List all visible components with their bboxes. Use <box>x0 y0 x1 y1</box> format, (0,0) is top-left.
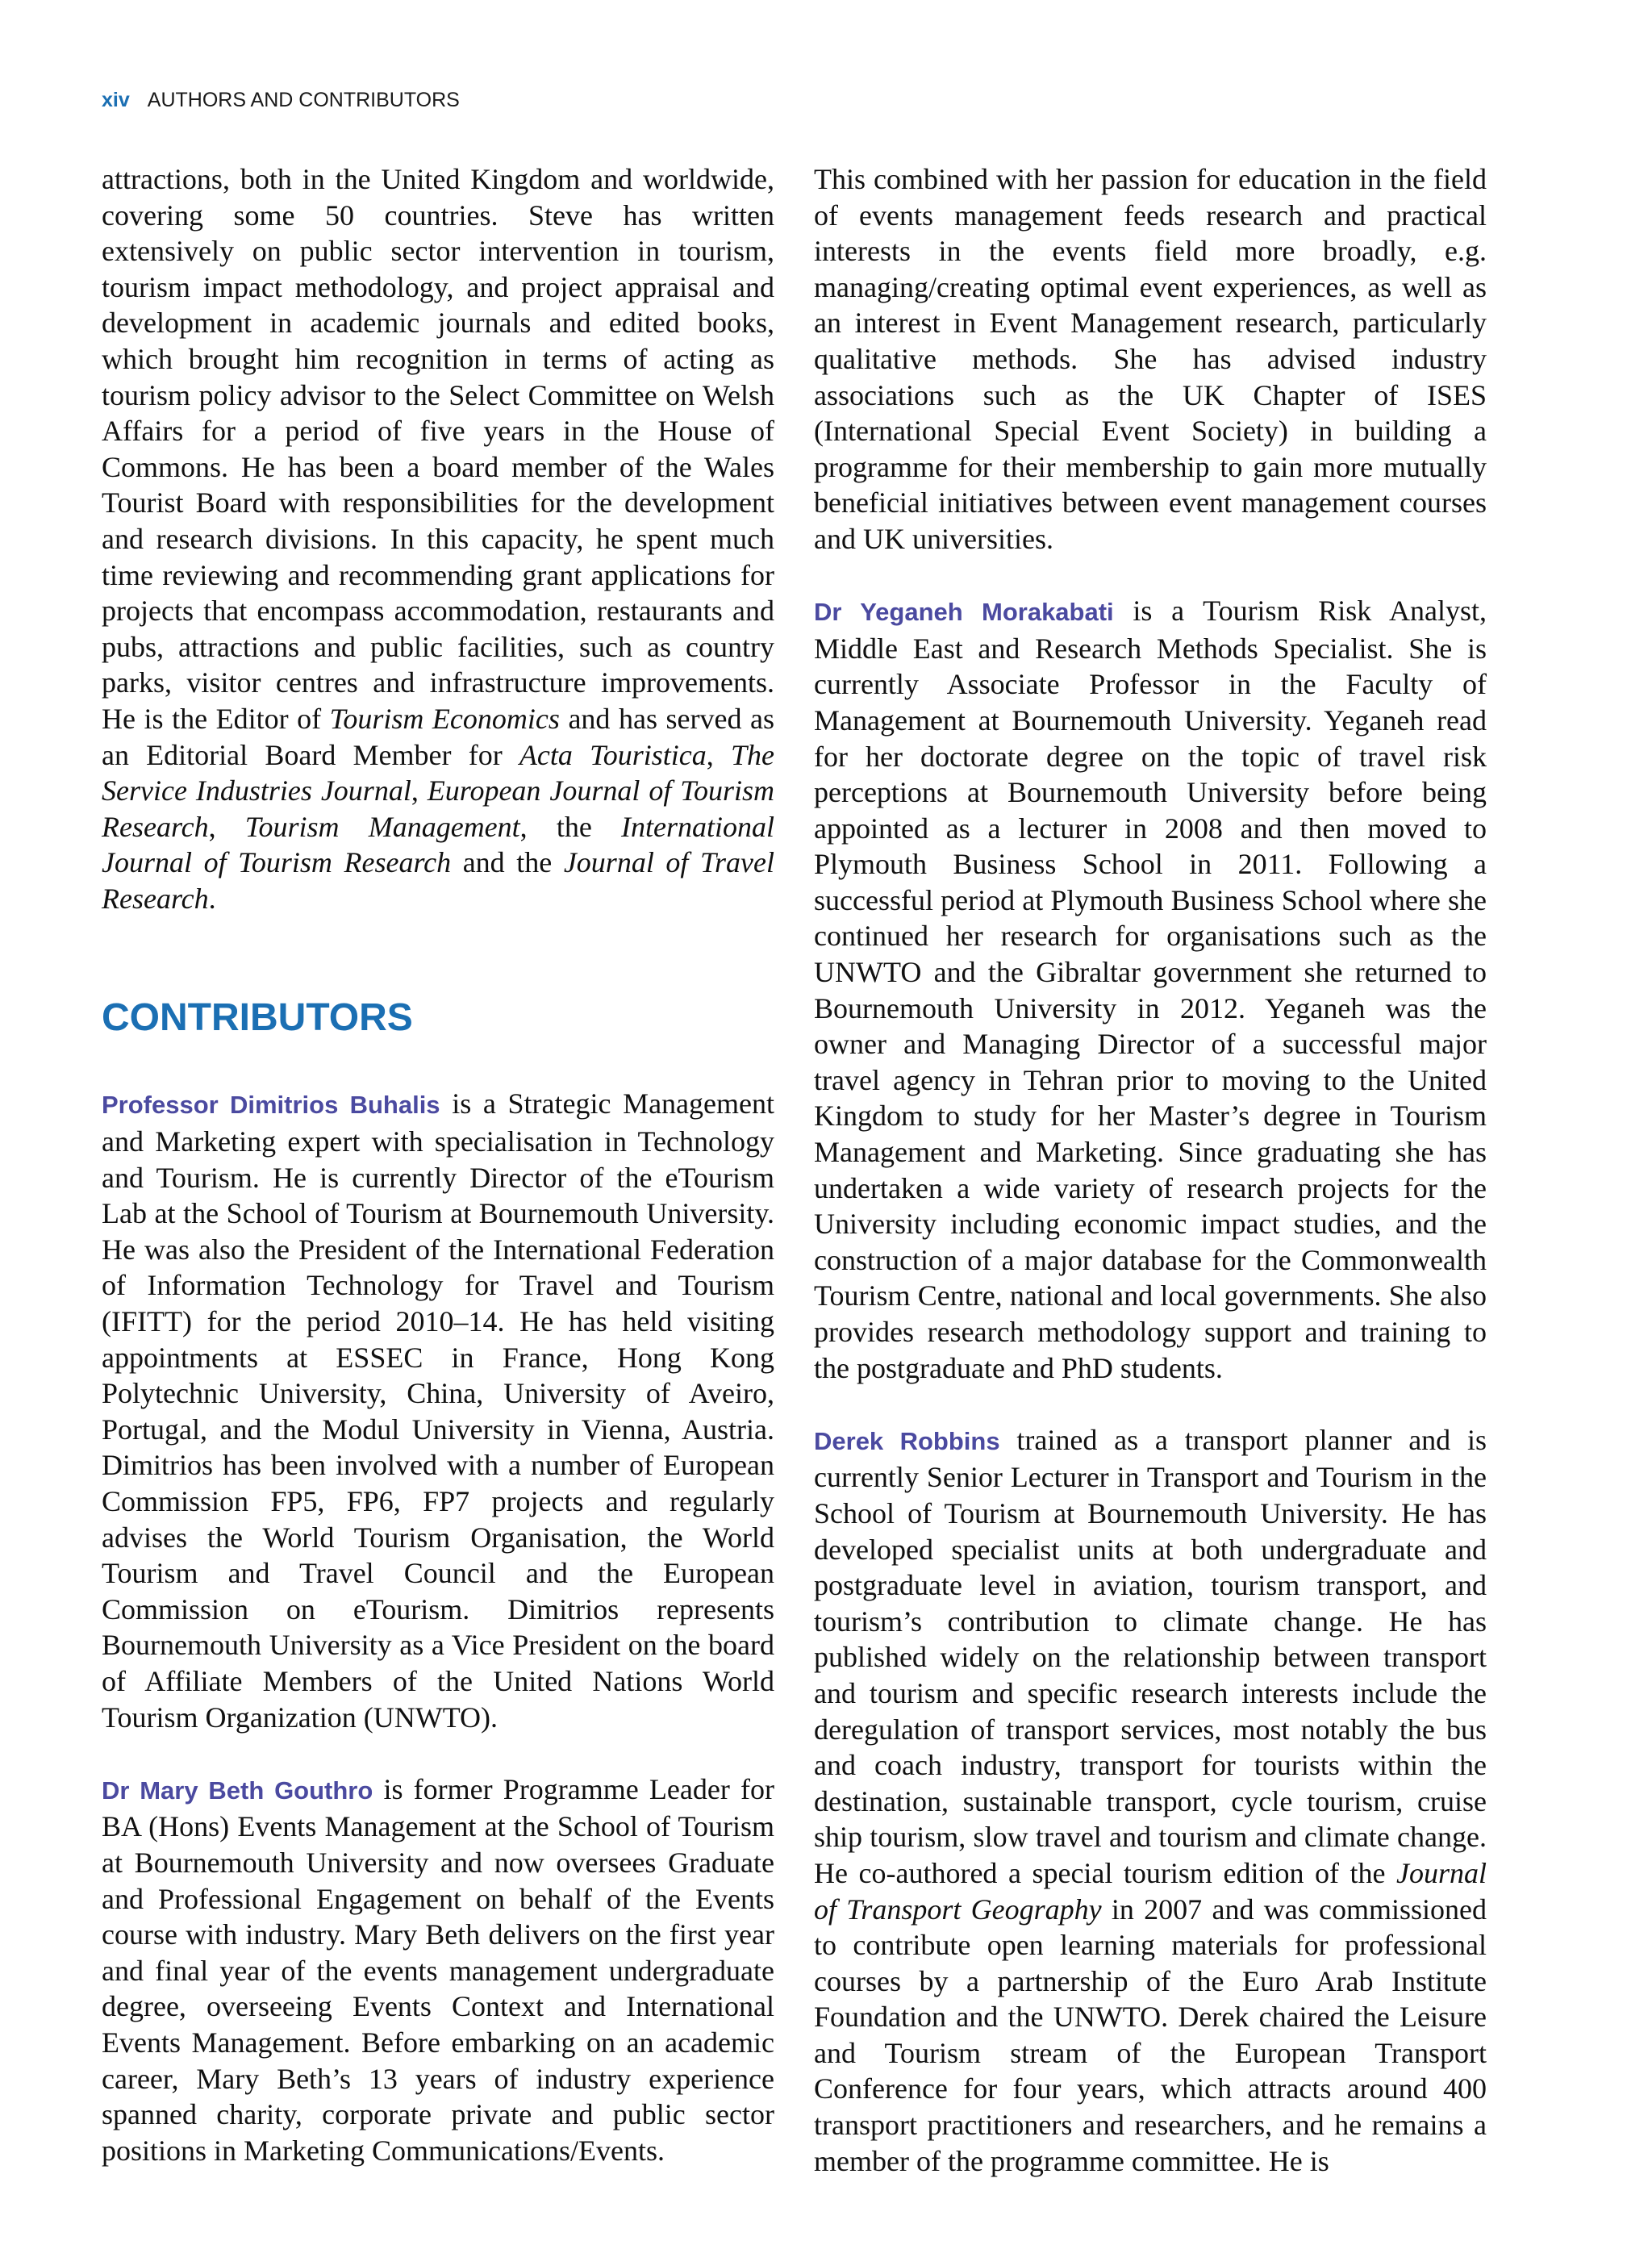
journal-title: European Journal of Tourism Research <box>102 774 775 843</box>
section-heading-contributors: CONTRIBUTORS <box>102 996 413 1040</box>
journal-title: The Service Industries Journal <box>102 738 775 807</box>
journal-title: International Journal of Tourism Research <box>102 810 775 879</box>
journal-title: Tourism Management <box>244 810 520 843</box>
journal-title: Journal of Travel Research <box>102 846 774 915</box>
contributor-name: Derek Robbins <box>814 1426 1000 1455</box>
author-bio-continued: attractions, both in the United Kingdom and worldwide, covering some 50 countries. Steve has written extensively on public sector intervention in tourism, tourism impact methodology, and project appraisal and development in academic journals and edited books, which brought him recognition in terms of acting as tourism policy advisor to the Select Committee on Welsh Affairs for a period of five years in the House of Commons. He has been a board member of the Wales Tourist Board with responsibilities for the development and research divisions. In this capacity, he spent much time reviewing and recommending grant applications for projects that encompass accommodation, restaurants and pubs, attractions and public facilities, such as country parks, visitor centres and infrastructure improvements. He is the Editor of Tourism Economics and has served as an Editorial Board Member for Acta Touristica, The Service Industries Journal, European Journal of Tourism Research, Tourism Management, the International Journal of Tourism Research and the Journal of Travel Research. <box>102 163 775 915</box>
left-column <box>102 161 774 2168</box>
contributor-name: Dr Yeganeh Morakabati <box>814 598 1114 627</box>
contributor-bio-morakabati: Dr Yeganeh Morakabati is a Tourism Risk Analyst, Middle East and Research Methods Specialist. She is currently Associate Professor in the Faculty of Management at Bournemouth University. Yeganeh read for her doctorate degree on the topic of travel risk perceptions at Bournemouth University before being appointed as a lecturer in 2008 and then moved to Plymouth Business School in 2011. Following a successful period at Plymouth Business School where she continued her research for organisations such as the UNWTO and the Gibraltar government she returned to Bournemouth University in 2012. Yeganeh was the owner and Managing Director of a successful major travel agency in Tehran prior to moving to the United Kingdom to study for her Master’s degree in Tourism Management and Marketing. Since graduating she has undertaken a wide variety of research projects for the University including economic impact studies, and the construction of a major database for the Commonwealth Tourism Centre, national and local governments. She also provides research methodology support and training to the postgraduate and PhD students. <box>814 595 1487 1384</box>
journal-title: Tourism Economics <box>329 702 560 735</box>
journal-title: Acta Touristica <box>519 738 707 771</box>
running-header <box>102 89 460 112</box>
contributor-name: Dr Mary Beth Gouthro <box>102 1776 373 1805</box>
contributor-name: Professor Dimitrios Buhalis <box>102 1091 440 1120</box>
contributor-bio-gouthro-continued: This combined with her passion for education in the field of events management feeds research and practical interests in the events field more broadly, e.g. managing/creating optimal event experiences, as well as an interest in Event Management research, particularly qualitative methods. She has advised industry associations such as the UK Chapter of ISES (International Special Event Society) in building a programme for their membership to gain more mutually beneficial initiatives between event management courses and UK universities. <box>814 163 1487 555</box>
journal-title: Journal of Transport Geography <box>814 1856 1487 1926</box>
contributor-bio-buhalis: Professor Dimitrios Buhalis is a Strategic Management and Marketing expert with specialisation in Technology and Tourism. He is currently Director of the eTourism Lab at the School of Tourism at Bournemouth University. He was also the President of the International Federation of Information Technology for Travel and Tourism (IFITT) for the period 2010–14. He has held visiting appointments at ESSEC in France, Hong Kong Polytechnic University, China, University of Aveiro, Portugal, and the Modul University in Vienna, Austria. Dimitrios has been involved with a number of European Commission FP5, FP6, FP7 projects and regularly advises the World Tourism Organisation, the World Tourism and Travel Council and the European Commission on eTourism. Dimitrios represents Bournemouth University as a Vice President on the board of Affiliate Members of the United Nations World Tourism Organization (UNWTO). <box>102 1087 774 1734</box>
contributor-bio-gouthro: Dr Mary Beth Gouthro is former Programme Leader for BA (Hons) Events Management at the School of Tourism at Bournemouth University and now oversees Graduate and Professional Engagement on behalf of the Events course with industry. Mary Beth delivers on the first year and final year of the events management undergraduate degree, overseeing Events Context and International Events Management. Before embarking on an academic career, Mary Beth’s 13 years of industry experience spanned charity, corporate private and public sector positions in Marketing Communications/Events. <box>102 1772 774 2167</box>
running-title: AUTHORS AND CONTRIBUTORS <box>147 89 460 111</box>
contributor-bio-robbins: Derek Robbins trained as a transport planner and is currently Senior Lecturer in Transport and Tourism in the School of Tourism at Bournemouth University. He has developed specialist units at both undergraduate and postgraduate level in aviation, tourism transport, and tourism’s contribution to climate change. He has published widely on the relationship between transport and tourism and specific research interests include the deregulation of transport services, most notably the bus and coach industry, transport for tourists within the destination, sustainable transport, cycle tourism, cruise ship tourism, slow travel and tourism and climate change. He co-authored a special tourism edition of the Journal of Transport Geography in 2007 and was commissioned to contribute open learning materials for professional courses by a partnership of the Euro Arab Institute Foundation and the UNWTO. Derek chaired the Leisure and Tourism stream of the European Transport Conference for four years, which attracts around 400 transport practitioners and researchers, and he remains a member of the programme committee. He is <box>814 1423 1487 2177</box>
right-column <box>814 161 1487 2179</box>
page-number: xiv <box>102 89 130 111</box>
